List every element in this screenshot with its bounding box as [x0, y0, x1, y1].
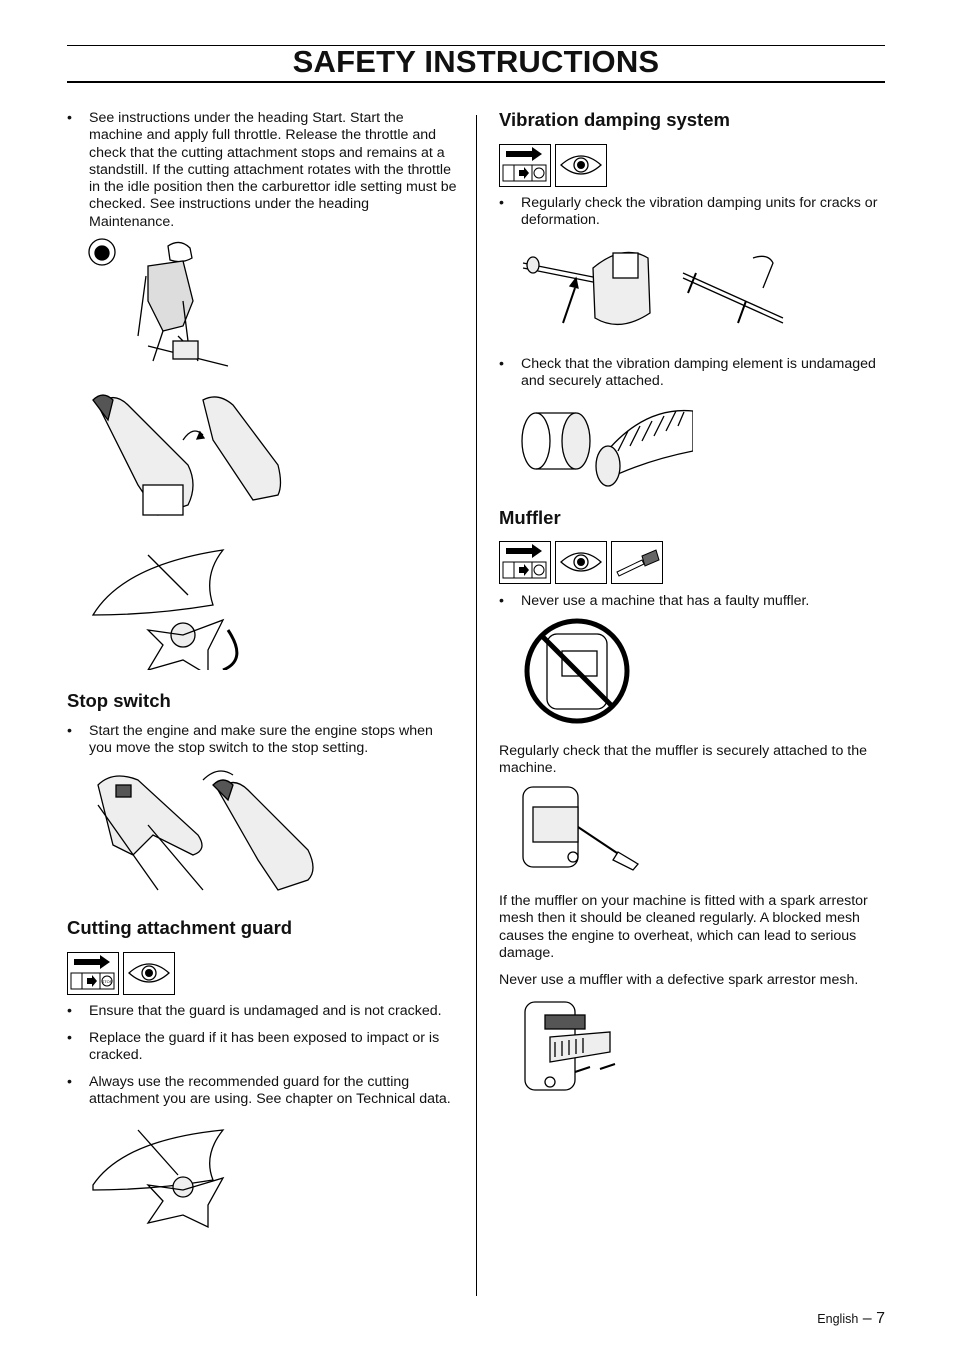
guard-icons [67, 952, 175, 995]
muffler-attachment-illustration [518, 782, 643, 872]
check-arrow-stop-icon [67, 952, 119, 995]
muffler-bullet-1: • Never use a machine that has a faulty muffler. [499, 593, 891, 610]
vibration-heading: Vibration damping system [499, 109, 730, 130]
page-footer [817, 1310, 885, 1328]
stop-switch-heading: Stop switch [67, 690, 171, 711]
muffler-paragraph-3: Never use a muffler with a defective spark arrestor mesh. [499, 972, 859, 988]
header-rule-bottom [67, 81, 885, 83]
brush-icon [611, 541, 663, 584]
page-number: 7 [876, 1310, 885, 1327]
stop-switch-bullet: • Start the engine and make sure the engine stops when you move the stop switch to the stop setting. [67, 723, 457, 758]
footer-language: English [817, 1312, 859, 1326]
vibration-bullet-2: • Check that the vibration damping element is undamaged and securely attached. [499, 356, 901, 391]
intro-bullet: • See instructions under the heading Start. Start the machine and apply full throttle. Release the throttle and check that the cutting attachment stops and remains at a standstill. If the cutting attachment rotates with the throttle in the idle position then the carburettor idle setting must be checked. See instructions under the heading Maintenance. [67, 110, 457, 231]
check-arrow-stop-icon [499, 541, 551, 584]
check-arrow-stop-icon [499, 144, 551, 187]
faulty-muffler-prohibited-illustration [522, 616, 632, 726]
operator-safety-illustration [88, 236, 238, 371]
stop-label: STOP [101, 979, 113, 984]
muffler-heading: Muffler [499, 507, 561, 528]
stop-switch-illustration [88, 765, 338, 895]
eye-icon [555, 541, 607, 584]
vibration-icons [499, 144, 607, 187]
muffler-paragraph-1: Regularly check that the muffler is securely attached to the machine. [499, 743, 868, 777]
guard-heading: Cutting attachment guard [67, 917, 293, 938]
guard-bullet-2: • Replace the guard if it has been exposed to impact or is cracked. [67, 1030, 459, 1065]
blade-stop-illustration [88, 545, 253, 670]
spark-arrestor-illustration [520, 997, 620, 1094]
guard-bullet-1: • Ensure that the guard is undamaged and is not cracked. [67, 1003, 479, 1020]
page-title: SAFETY INSTRUCTIONS [292, 44, 660, 79]
vibration-units-illustration [518, 238, 788, 335]
footer-separator: – [858, 1310, 877, 1327]
eye-icon [555, 144, 607, 187]
muffler-paragraph-2: If the muffler on your machine is fitted with a spark arrestor mesh then it should be cleaned regularly. A blocked mesh causes the engine to overheat, which can lead to serious damage. [499, 893, 868, 961]
eye-icon [123, 952, 175, 995]
throttle-release-illustration [88, 390, 298, 525]
guard-illustration [88, 1125, 248, 1230]
muffler-icons [499, 541, 663, 584]
guard-bullet-3: • Always use the recommended guard for the cutting attachment you are using. See chapter on Technical data. [67, 1074, 469, 1109]
damping-element-illustration [518, 396, 693, 491]
vibration-bullet-1: • Regularly check the vibration damping units for cracks or deformation. [499, 195, 891, 230]
column-divider [476, 115, 477, 1296]
